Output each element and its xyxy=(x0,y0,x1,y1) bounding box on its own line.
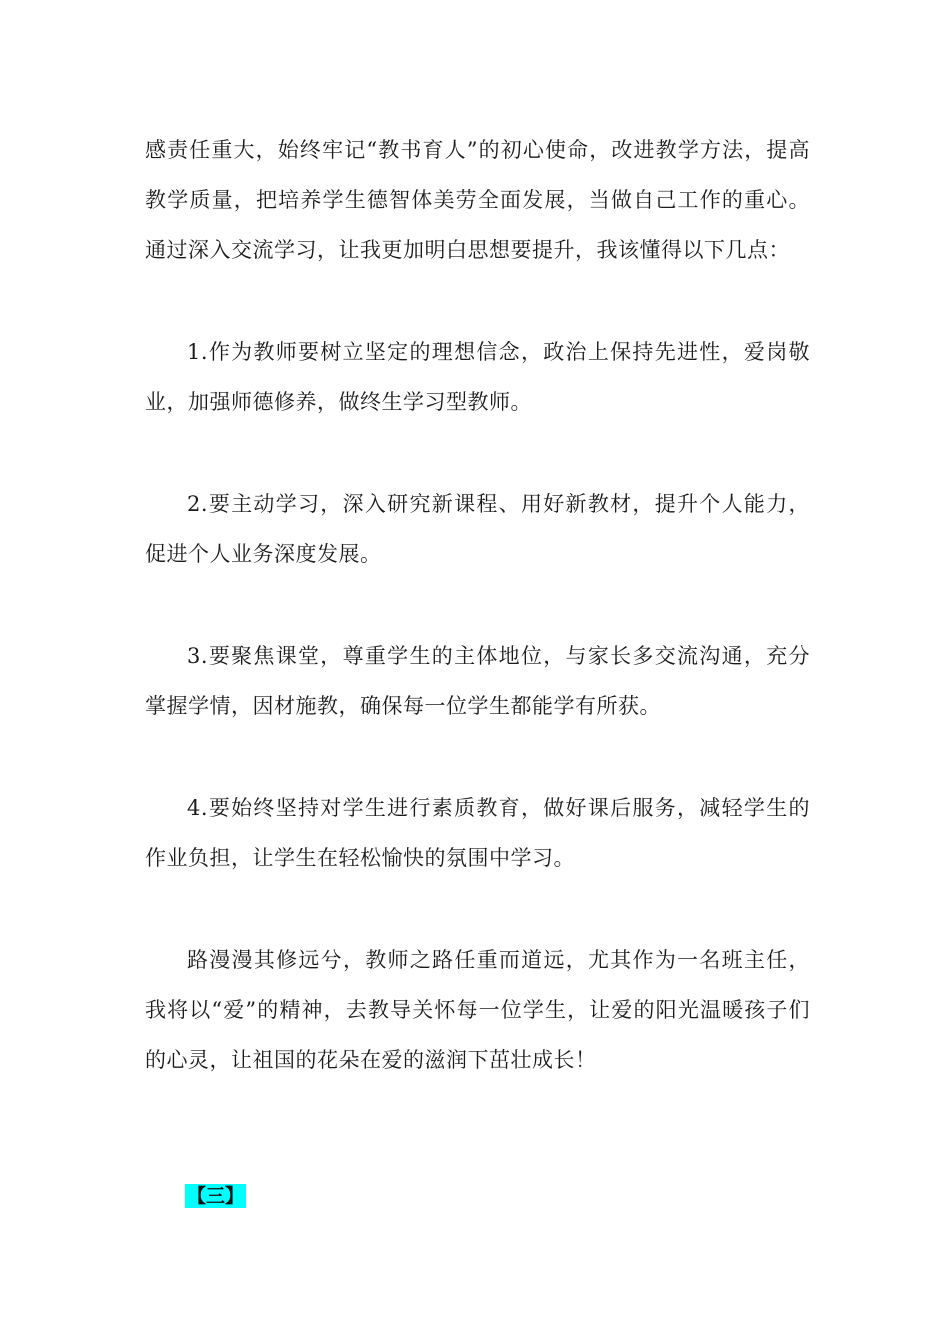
list-item-3: 3.要聚焦课堂，尊重学生的主体地位，与家长多交流沟通，充分掌握学情，因材施教，确保每一位学生都能学有所获。 xyxy=(145,644,810,718)
closing-paragraph: 路漫漫其修远兮，教师之路任重而道远，尤其作为一名班主任，我将以“爱”的精神，去教导关怀每一位学生，让爱的阳光温暖孩子们的心灵，让祖国的花朵在爱的滋润下茁壮成长！ xyxy=(145,948,810,1072)
paragraph-continuation: 感责任重大，始终牢记“教书育人”的初心使命，改进教学方法，提高教学质量，把培养学生德智体美劳全面发展，当做自己工作的重心。通过深入交流学习，让我更加明白思想要提升，我该懂得以下几点： xyxy=(145,138,810,262)
document-body xyxy=(145,125,810,1085)
list-item-2: 2.要主动学习，深入研究新课程、用好新教材，提升个人能力，促进个人业务深度发展。 xyxy=(145,492,810,566)
section-heading-highlight: 【三】 xyxy=(187,1185,245,1207)
list-item-4: 4.要始终坚持对学生进行素质教育，做好课后服务，减轻学生的作业负担，让学生在轻松愉快的氛围中学习。 xyxy=(145,796,810,870)
list-item-1: 1.作为教师要树立坚定的理想信念，政治上保持先进性，爱岗敬业，加强师德修养，做终生学习型教师。 xyxy=(145,340,810,414)
